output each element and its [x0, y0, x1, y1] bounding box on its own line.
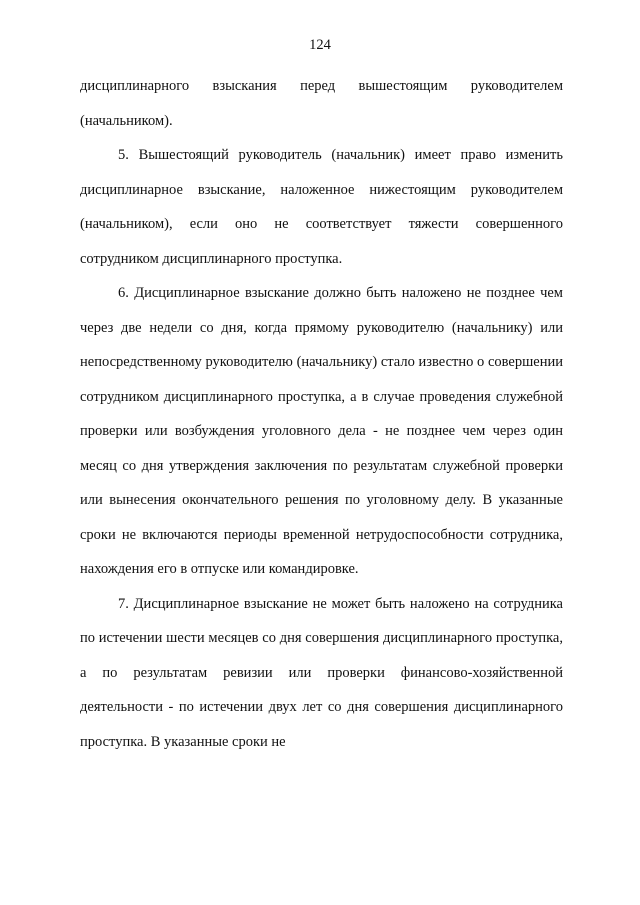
page-number: 124 [309, 37, 331, 53]
paragraph-item-5: 5. Вышестоящий руководитель (начальник) имеет право изменить дисциплинарное взыскание, наложенное нижестоящим руководителем (начальником), если оно не соответствует тяжести совершенного сотрудником дисциплинарного проступка. [80, 147, 563, 267]
document-body [80, 69, 563, 759]
paragraph-continuation: дисциплинарного взыскания перед вышестоящим руководителем (начальником). [80, 78, 563, 129]
paragraph-item-7: 7. Дисциплинарное взыскание не может быть наложено на сотрудника по истечении шести месяцев со дня совершения дисциплинарного проступка, а по результатам ревизии или проверки финансово-хозяйственной деятельности - по истечении двух лет со дня совершения дисциплинарного проступка. В указанные сроки не [80, 595, 563, 750]
paragraph-item-6: 6. Дисциплинарное взыскание должно быть наложено не позднее чем через две недели со дня, когда прямому руководителю (начальнику) или непосредственному руководителю (начальнику) стало известно о совершении сотрудником дисциплинарного проступка, а в случае проведения служебной проверки или возбуждения уголовного дела - не позднее чем через один месяц со дня утверждения заключения по результатам служебной проверки или вынесения окончательного решения по уголовному делу. В указанные сроки не включаются периоды временной нетрудоспособности сотрудника, нахождения его в отпуске или командировке. [80, 285, 563, 577]
